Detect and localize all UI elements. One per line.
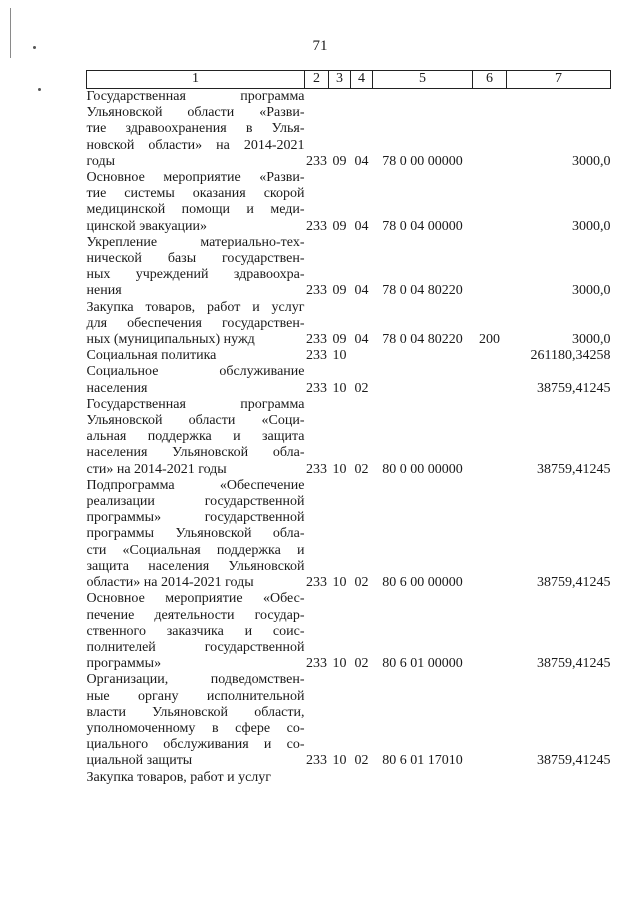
row-name-line: Социальная политика [86,348,217,364]
row-name-line: программы Ульяновской обла- [86,526,305,542]
column-2-cell: 233 [306,332,327,348]
row-name-line: для обеспечения государствен- [86,315,305,331]
row-name-line: защита населения Ульяновской [86,558,305,574]
row-name-line: медицинской помощи и меди- [86,202,305,218]
table-row [87,591,611,672]
column-4-cell: 04 [354,283,369,299]
header-row [87,71,611,89]
table-row [87,397,611,478]
table-row [87,235,611,300]
header-cell: 1 [87,71,305,89]
column-7-cell: 261180,34258 [530,348,611,364]
column-4-cell: 02 [354,461,369,477]
column-3-cell: 09 [332,283,347,299]
row-name-line: тие здравоохранения в Улья- [86,121,305,137]
row-name-line: нения [86,283,122,299]
column-2-cell: 233 [306,656,327,672]
column-5-cell: 80 6 01 17010 [382,753,463,769]
scan-speck [38,88,41,91]
row-name-line: Основное мероприятие «Обес- [86,591,305,607]
column-3-cell: 10 [332,461,347,477]
column-2-cell: 233 [306,283,327,299]
column-7-cell [507,770,611,786]
row-name-line: Социальное обслуживание [86,364,305,380]
column-6-cell [473,397,507,478]
row-name-line: ственного заказчика и соис- [86,623,305,639]
row-name-line: Подпрограмма «Обеспечение [86,477,305,493]
row-name-line: области» на 2014-2021 годы [86,575,254,591]
column-3-cell: 10 [332,656,347,672]
row-name-line: ные органу исполнительной [86,688,305,704]
table-row [87,348,611,364]
row-name-cell [87,170,305,235]
row-name-line: Закупка товаров, работ и услуг [86,769,272,785]
row-name-cell [87,300,305,349]
table-row [87,300,611,349]
row-name-line: населения Ульяновской обла- [86,445,305,461]
row-name-line: ных учреждений здравоохра- [86,267,305,283]
row-name-line: власти Ульяновской области, [86,704,305,720]
row-name-line: Основное мероприятие «Разви- [86,170,305,186]
column-2-cell: 233 [306,461,327,477]
row-name-line: годы [86,153,116,169]
column-6-cell [473,348,507,364]
column-5-cell [373,770,473,786]
header-cell: 2 [305,71,329,89]
row-name-cell [87,770,305,786]
column-4-cell: 02 [354,753,369,769]
row-name-line: Ульяновской области «Разви- [86,105,305,121]
row-name-line: полнителей государственной [86,639,305,655]
column-7-cell: 3000,0 [572,332,611,348]
table-row [87,478,611,591]
column-7-cell: 38759,41245 [537,656,611,672]
column-5-cell: 78 0 00 00000 [382,153,463,169]
column-4-cell: 02 [354,656,369,672]
row-name-line: сти» на 2014-2021 годы [86,461,227,477]
column-4-cell: 02 [354,380,369,396]
row-name-line: программы» [86,656,162,672]
row-name-line: Государственная программа [86,89,305,104]
column-6-cell [473,364,507,396]
column-3-cell: 10 [332,380,347,396]
row-name-line: ных (муниципальных) нужд [86,332,255,348]
column-7-cell: 38759,41245 [537,753,611,769]
column-4-cell: 02 [354,575,369,591]
row-name-cell [87,348,305,364]
column-6-cell [473,591,507,672]
column-3-cell: 09 [332,218,347,234]
column-5-cell: 80 6 00 00000 [382,575,463,591]
column-6-cell [473,170,507,235]
column-6-cell: 200 [479,332,500,348]
header-cell: 5 [373,71,473,89]
row-name-line: Закупка товаров, работ и услуг [86,299,305,315]
column-3-cell: 10 [332,753,347,769]
header-cell: 4 [351,71,373,89]
row-name-cell [87,235,305,300]
column-7-cell: 3000,0 [572,283,611,299]
row-name-line: новской области» на 2014-2021 [86,137,305,153]
column-3-cell: 10 [332,575,347,591]
row-name-line: населения [86,380,148,396]
row-name-line: нической базы государствен- [86,251,305,267]
row-name-line: циальной защиты [86,753,193,769]
column-2-cell: 233 [306,753,327,769]
row-name-line: Государственная программа [86,396,305,412]
column-3-cell: 09 [332,153,347,169]
row-name-line: Организации, подведомствен- [86,672,305,688]
row-name-line: Укрепление материально-тех- [86,234,305,250]
row-name-line: тие системы оказания скорой [86,186,305,202]
column-2-cell: 233 [306,218,327,234]
column-7-cell: 3000,0 [572,218,611,234]
column-3-cell: 09 [332,332,347,348]
table-row [87,770,611,786]
column-5-cell: 78 0 04 80220 [382,283,463,299]
table-row [87,672,611,769]
row-name-cell [87,397,305,478]
row-name-line: сти «Социальная поддержка и [86,542,305,558]
row-name-cell [87,89,305,171]
column-5-cell [373,364,473,396]
row-name-line: цинской эвакуации» [86,218,208,234]
column-4-cell [351,770,373,786]
column-5-cell: 80 6 01 00000 [382,656,463,672]
row-name-line: циального обслуживания и со- [86,737,305,753]
column-6-cell [473,478,507,591]
column-6-cell [473,89,507,171]
table-row [87,89,611,171]
column-7-cell: 3000,0 [572,153,611,169]
row-name-line: Ульяновской области «Соци- [86,413,305,429]
column-6-cell [473,770,507,786]
column-2-cell [305,770,329,786]
column-5-cell: 78 0 04 00000 [382,218,463,234]
column-2-cell: 233 [306,348,327,364]
column-7-cell: 38759,41245 [537,461,611,477]
header-cell: 6 [473,71,507,89]
row-name-cell [87,591,305,672]
column-4-cell [351,348,373,364]
table-row [87,364,611,396]
budget-table [86,70,611,786]
row-name-line: альная поддержка и защита [86,429,305,445]
page-number: 71 [312,38,328,54]
row-name-line: программы» государственной [86,510,305,526]
table-row [87,170,611,235]
column-2-cell: 233 [306,575,327,591]
row-name-cell [87,478,305,591]
column-5-cell: 78 0 04 80220 [382,332,463,348]
column-7-cell: 38759,41245 [537,380,611,396]
column-6-cell [473,672,507,769]
column-3-cell [329,770,351,786]
column-7-cell: 38759,41245 [537,575,611,591]
column-2-cell: 233 [306,153,327,169]
row-name-line: печение деятельности государ- [86,607,305,623]
row-name-line: уполномоченному в сфере со- [86,720,305,736]
row-name-line: реализации государственной [86,494,305,510]
header-cell: 7 [507,71,611,89]
row-name-cell [87,364,305,396]
column-4-cell: 04 [354,153,369,169]
column-3-cell: 10 [332,348,347,364]
row-name-cell [87,672,305,769]
column-2-cell: 233 [306,380,327,396]
column-6-cell [473,235,507,300]
column-4-cell: 04 [354,218,369,234]
column-5-cell [373,348,473,364]
column-4-cell: 04 [354,332,369,348]
header-cell: 3 [329,71,351,89]
column-5-cell: 80 0 00 00000 [382,461,463,477]
